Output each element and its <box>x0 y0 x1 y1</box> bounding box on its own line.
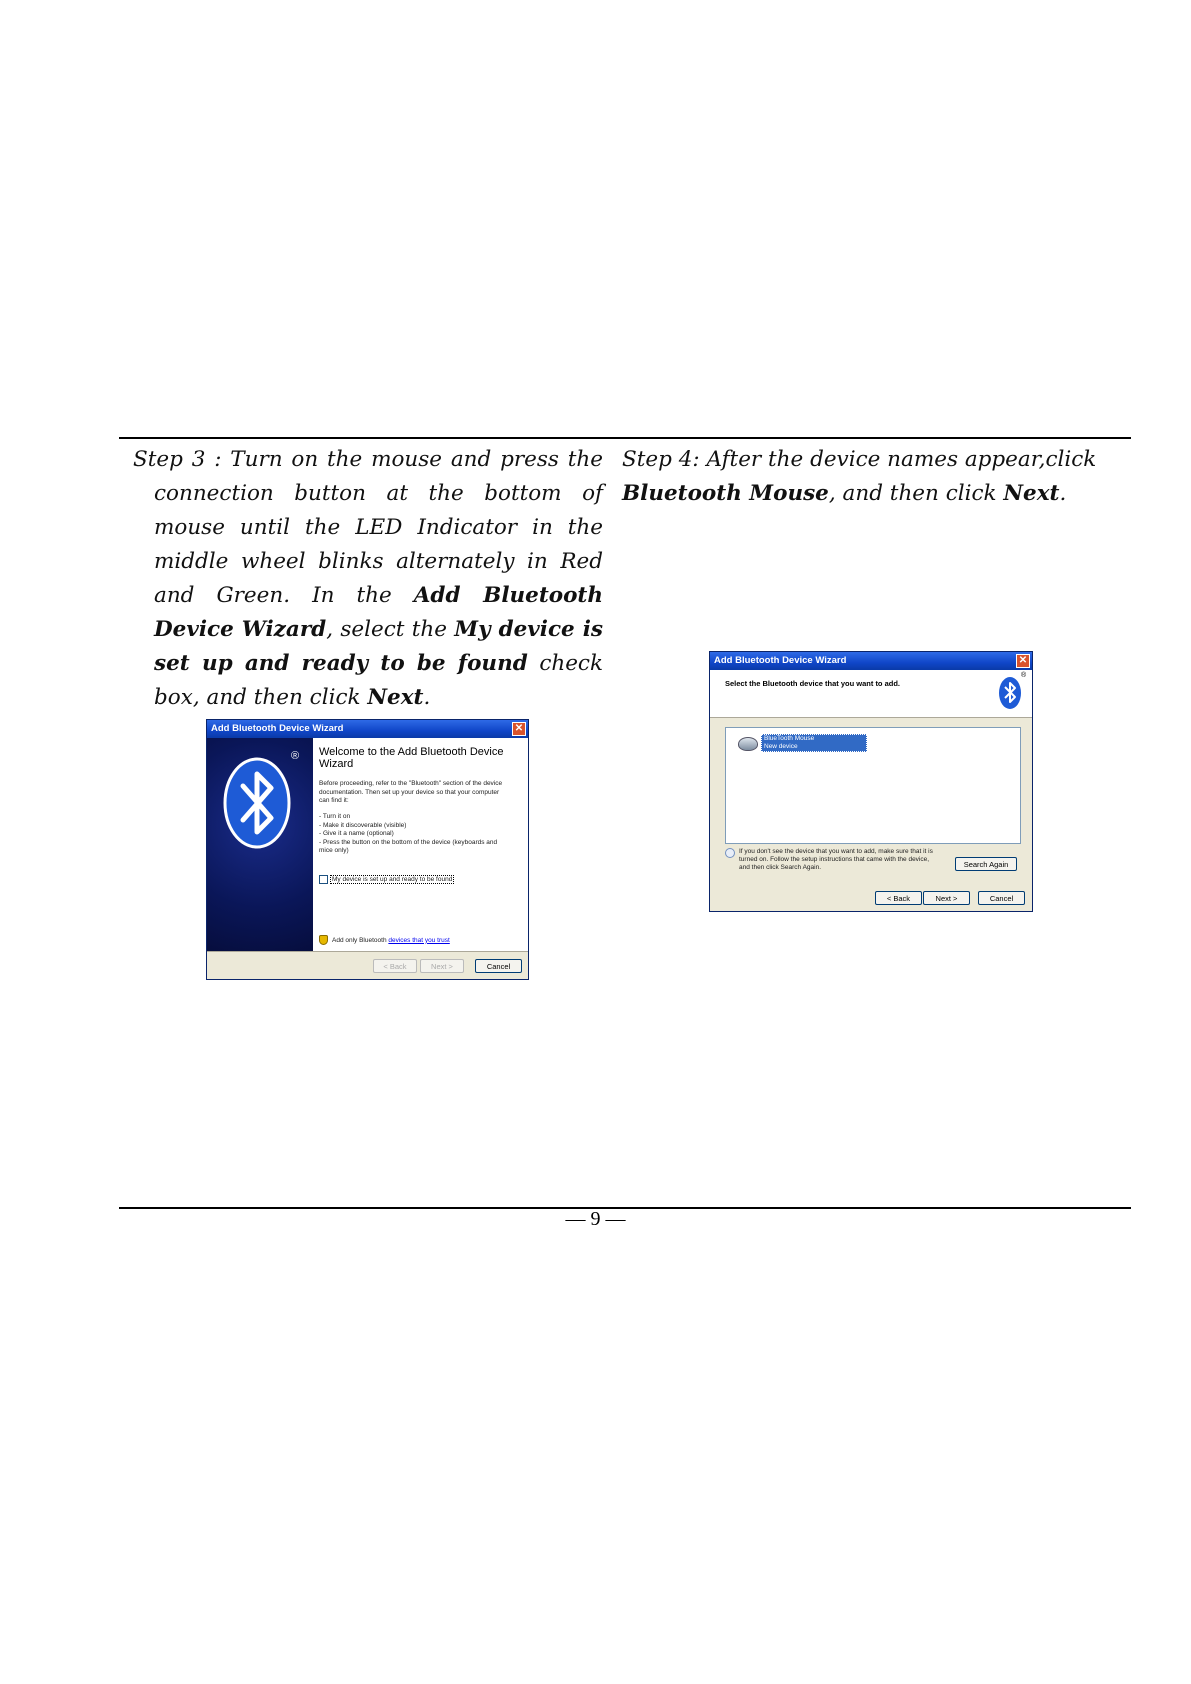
help-text: If you don't see the device that you want to add, make sure that it is turned on. Follow the setup instructions that came with the device, and then click Search Again. <box>739 848 933 871</box>
step3-mid1: , select the <box>326 617 455 642</box>
step3-end: . <box>423 685 431 710</box>
next-button[interactable]: Next > <box>420 959 464 973</box>
registered-mark: ® <box>291 750 300 762</box>
close-icon: ✕ <box>1018 655 1028 666</box>
device-ready-checkbox[interactable] <box>319 875 454 884</box>
note-prefix: Add only Bluetooth <box>332 936 389 944</box>
cancel-button[interactable]: Cancel <box>475 959 522 973</box>
top-rule <box>119 437 1131 439</box>
dialog2-title: Add Bluetooth Device Wizard <box>714 655 847 666</box>
step4-mid: , and then click <box>828 481 1004 506</box>
registered-mark: ® <box>1021 672 1027 679</box>
trust-note <box>319 935 450 945</box>
device-list-item-text[interactable] <box>761 734 867 752</box>
step4-text <box>622 443 1112 511</box>
welcome-wizard-dialog <box>206 719 529 980</box>
device-status: New device <box>764 743 798 750</box>
device-help-info <box>725 848 940 872</box>
step3-text <box>133 443 603 715</box>
step3-next: Next <box>367 685 424 710</box>
step3-paragraph <box>133 443 603 715</box>
select-device-dialog <box>709 651 1033 912</box>
step3-wizard-name: Add Bluetooth Device Wizard <box>154 583 603 642</box>
bluetooth-icon <box>998 675 1024 711</box>
device-name: BlueTooth Mouse <box>764 735 815 742</box>
back-button[interactable]: < Back <box>875 891 922 905</box>
step4-end: . <box>1059 481 1067 506</box>
next-button[interactable]: Next > <box>923 891 970 905</box>
device-listbox[interactable] <box>725 727 1021 844</box>
step3-prefix: Step 3 : Turn on the mouse and press the connection button at the bottom of mouse until the LED Indicator in the middle wheel blinks alternately in Red and Green. In the <box>133 447 603 608</box>
page-number: — 9 — <box>565 1208 626 1230</box>
dialog2-close-button[interactable] <box>1016 654 1030 668</box>
step4-next: Next <box>1003 481 1060 506</box>
setup-list <box>319 813 509 856</box>
step4-prefix: Step 4: After the device names appear,click <box>622 447 1097 472</box>
trusted-devices-link[interactable]: devices that you trust <box>388 936 450 944</box>
wizard-content <box>313 738 528 954</box>
dialog1-title: Add Bluetooth Device Wizard <box>211 723 344 734</box>
dialog1-footer <box>207 951 528 979</box>
device-list-item[interactable] <box>738 734 867 752</box>
setup-list-item: - Press the button on the bottom of the device (keyboards and mice only) <box>319 838 498 854</box>
dialog1-titlebar[interactable] <box>207 720 528 738</box>
shield-icon <box>319 935 328 945</box>
dialog2-header <box>710 670 1032 718</box>
wizard-heading: Welcome to the Add Bluetooth Device Wizard <box>319 746 504 770</box>
setup-list-item: - Make it discoverable (visible) <box>319 821 407 829</box>
dialog1-close-button[interactable] <box>512 722 526 736</box>
cancel-button[interactable]: Cancel <box>978 891 1025 905</box>
close-icon: ✕ <box>514 723 524 734</box>
wizard-intro: Before proceeding, refer to the "Bluetooth" section of the device documentation. Then set up your device so that your computer can find it: <box>319 780 503 804</box>
select-device-instruction: Select the Bluetooth device that you want to add. <box>725 679 901 688</box>
info-icon <box>725 848 735 858</box>
setup-list-item: - Give it a name (optional) <box>319 830 394 837</box>
setup-list-item: - Turn it on <box>319 813 351 820</box>
step3-mid2: check box, and then click <box>154 651 604 710</box>
checkbox-label[interactable]: My device is set up and ready to be found <box>332 876 453 883</box>
step4-device-name: Bluetooth Mouse <box>622 481 829 506</box>
step3-checkbox-name: My device is set up and ready to be found <box>154 617 603 676</box>
back-button[interactable]: < Back <box>373 959 417 973</box>
bluetooth-logo-icon <box>207 738 313 954</box>
dialog2-titlebar[interactable] <box>710 652 1032 670</box>
wizard-sidebar <box>207 738 313 954</box>
mouse-icon <box>738 737 758 751</box>
checkbox-box[interactable] <box>319 875 328 884</box>
search-again-button[interactable]: Search Again <box>955 857 1017 871</box>
